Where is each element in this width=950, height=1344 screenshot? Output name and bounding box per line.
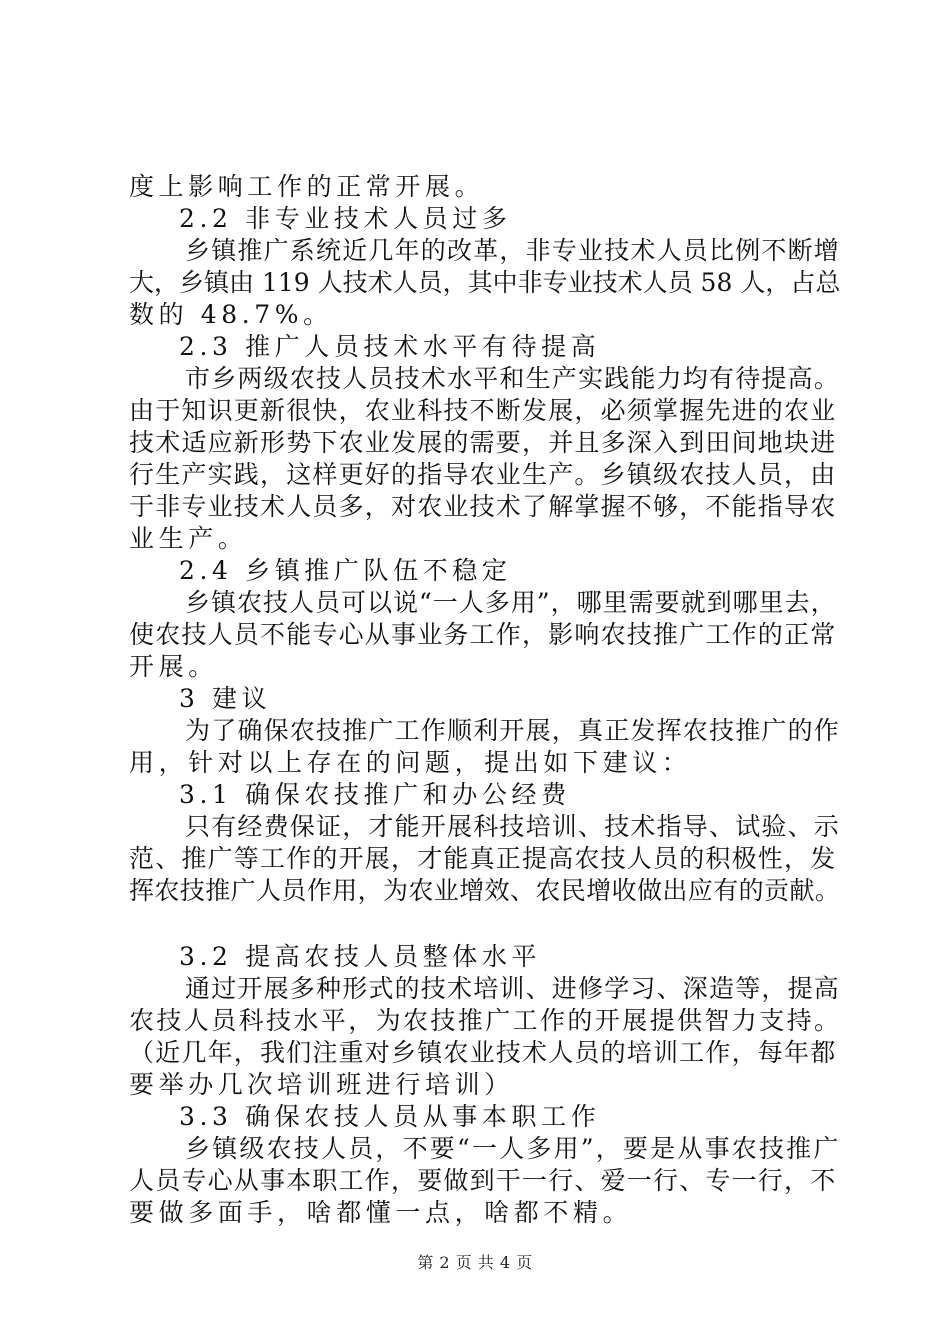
document-body — [129, 171, 841, 1229]
section-heading: 2.2 非专业技术人员过多 — [179, 204, 512, 233]
section-heading: 3 建议 — [179, 684, 272, 713]
body-line: 数的 48.7%。 — [129, 300, 333, 329]
body-line: 行生产实践，这样更好的指导农业生产。乡镇级农技人员，由 — [129, 460, 837, 489]
section-heading: 3.3 确保农技人员从事本职工作 — [179, 1102, 601, 1131]
body-line: 农技人员科技水平，为农技推广工作的开展提供智力支持。 — [129, 1006, 842, 1035]
body-line: 技术适应新形势下农业发展的需要，并且多深入到田间地块进 — [129, 428, 837, 457]
body-line: 乡镇农技人员可以说“一人多用”，哪里需要就到哪里去， — [185, 588, 837, 617]
body-line: 要做多面手，啥都懂一点，啥都不精。 — [129, 1198, 633, 1227]
page-footer: 第 2 页 共 4 页 — [417, 1253, 533, 1272]
body-line: 要举办几次培训班进行培训） — [129, 1070, 514, 1099]
body-line: 开展。 — [129, 652, 218, 681]
body-line: 范、推广等工作的开展，才能真正提高农技人员的积极性，发 — [129, 844, 837, 873]
section-heading: 3.2 提高农技人员整体水平 — [179, 942, 542, 971]
body-line: （近几年，我们注重对乡镇农业技术人员的培训工作，每年都 — [129, 1038, 837, 1067]
body-line: 业生产。 — [129, 524, 248, 553]
body-line: 于非专业技术人员多，对农业技术了解掌握不够，不能指导农 — [129, 492, 837, 521]
body-line: 为了确保农技推广工作顺利开展，真正发挥农技推广的作 — [185, 716, 841, 745]
body-line: 使农技人员不能专心从事业务工作，影响农技推广工作的正常 — [129, 620, 837, 649]
body-line: 用，针对以上存在的问题，提出如下建议： — [129, 748, 692, 777]
body-line: 挥农技推广人员作用，为农业增效、农民增收做出应有的贡献。 — [129, 876, 841, 905]
body-line: 度上影响工作的正常开展。 — [129, 172, 485, 201]
body-line: 市乡两级农技人员技术水平和生产实践能力均有待提高。 — [185, 364, 841, 393]
body-line: 只有经费保证，才能开展科技培训、技术指导、试验、示 — [185, 812, 841, 841]
paragraph-gap — [129, 907, 841, 941]
body-line: 大，乡镇由 119 人技术人员，其中非专业技术人员 58 人，占总 — [129, 268, 841, 297]
body-line: 通过开展多种形式的技术培训、进修学习、深造等，提高 — [185, 974, 841, 1003]
body-line: 乡镇推广系统近几年的改革，非专业技术人员比例不断增 — [185, 236, 841, 265]
section-heading: 2.4 乡镇推广队伍不稳定 — [179, 556, 512, 585]
body-line: 乡镇级农技人员，不要“一人多用”，要是从事农技推广 — [185, 1134, 841, 1163]
body-line: 人员专心从事本职工作，要做到干一行、爱一行、专一行，不 — [129, 1166, 837, 1195]
section-heading: 2.3 推广人员技术水平有待提高 — [179, 332, 601, 361]
section-heading: 3.1 确保农技推广和办公经费 — [179, 780, 571, 809]
body-line: 由于知识更新很快，农业科技不断发展，必须掌握先进的农业 — [129, 396, 837, 425]
